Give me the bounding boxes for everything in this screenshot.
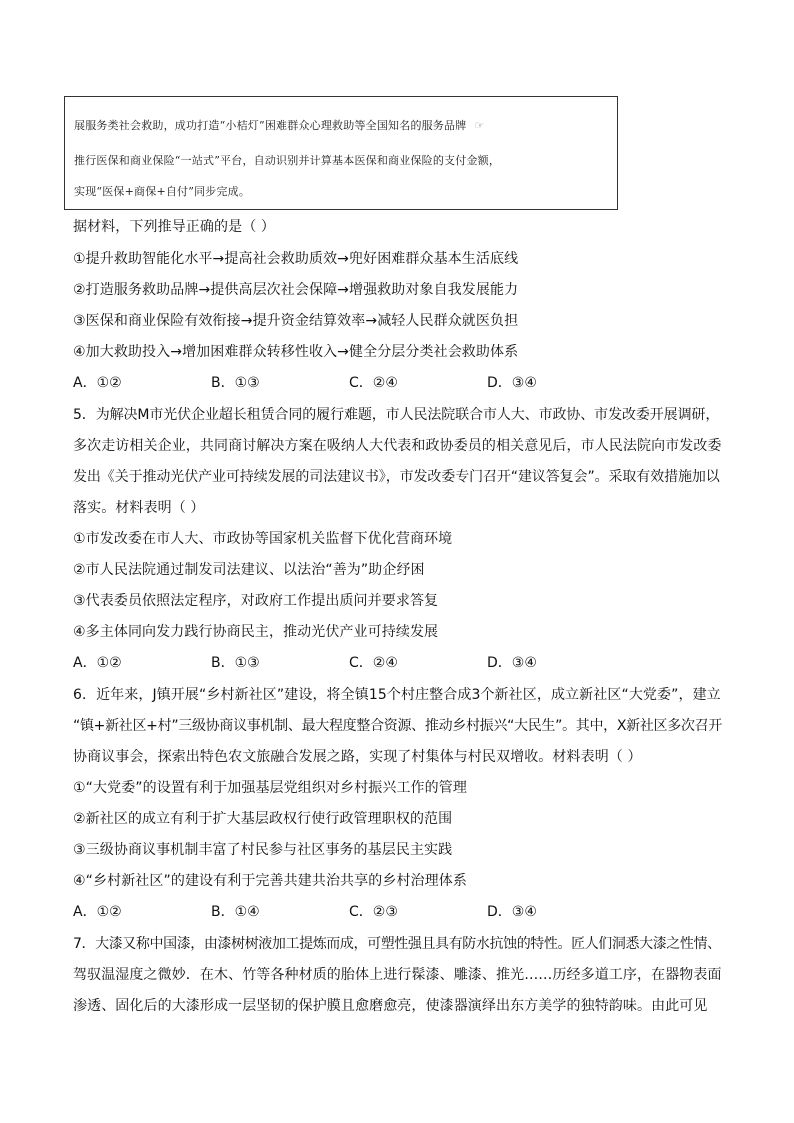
q5-stem-line-4: 落实。材料表明（ ） [73,500,205,516]
q4-item-4: ④加大救助投入→增加困难群众转移性收入→健全分层分类社会救助体系 [73,344,519,360]
q4-item-1: ①提升救助智能化水平→提高社会救助质效→兜好困难群众基本生活底线 [73,251,519,267]
q4-option-c[interactable]: C．②④ [349,375,398,391]
q7-stem-line-2: 驾驭温湿度之微妙．在木、竹等各种材质的胎体上进行髹漆、雕漆、推光……历经多道工序，在器物表面 [73,967,722,983]
material-line-1-text: 展服务类社会救助，成功打造“小桔灯”困难群众心理救助等全国知名的服务品牌 [74,119,467,132]
material-line-2: 推行医保和商业保险“一站式”平台，自动识别并计算基本医保和商业保险的支付金额， [74,154,501,167]
q4-option-d[interactable]: D．③④ [487,375,537,391]
q5-option-a[interactable]: A．①② [73,655,122,671]
q4-option-b[interactable]: B．①③ [211,375,260,391]
q5-option-c[interactable]: C．②④ [349,655,398,671]
q7-stem-line-3: 渗透、固化后的大漆形成一层坚韧的保护膜且愈磨愈亮，使漆器演绎出东方美学的独特韵味。由此可见 [73,998,708,1014]
q5-option-b[interactable]: B．①③ [211,655,260,671]
q6-item-4: ④“乡村新社区”的建设有利于完善共建共治共享的乡村治理体系 [73,873,467,889]
q5-item-1: ①市发改委在市人大、市政协等国家机关监督下优化营商环境 [73,531,453,547]
q6-item-3: ③三级协商议事机制丰富了村民参与社区事务的基层民主实践 [73,842,453,858]
q5-item-3: ③代表委员依照法定程序，对政府工作提出质问并要求答复 [73,593,439,609]
hand-pointer-icon: ☞ [474,119,485,132]
q5-item-2: ②市人民法院通过制发司法建议、以法治“善为”助企纾困 [73,562,425,578]
q6-option-c[interactable]: C．②③ [349,904,398,920]
q6-stem-line-3: 协商议事会，探索出特色农文旅融合发展之路，实现了村集体与村民双增收。材料表明（ ） [73,749,642,765]
q6-item-2: ②新社区的成立有利于扩大基层政权行使行政管理职权的范围 [73,811,453,827]
q4-stem: 据材料，下列推导正确的是（ ） [73,219,275,235]
q5-item-4: ④多主体同向发力践行协商民主，推动光伏产业可持续发展 [73,624,439,640]
q5-stem-line-3: 发出《关于推动光伏产业可持续发展的司法建议书》，市发改委专门召开“建议答复会”。采取有效措施加以 [73,469,720,485]
q6-option-a[interactable]: A．①② [73,904,122,920]
q6-option-b[interactable]: B．①④ [211,904,260,920]
q6-option-d[interactable]: D．③④ [487,904,537,920]
material-line-3: 实现“医保+商保+自付”同步完成。 [74,185,251,198]
q6-stem-line-2: “镇+新社区+村”三级协商议事机制、最大程度整合资源、推动乡村振兴“大民生”。其中，X新社区多次召开 [73,718,723,734]
q6-stem-line-1: 6．近年来，J镇开展“乡村新社区”建设，将全镇15个村庄整合成3个新社区，成立新社区“大党委”，建立 [73,687,721,703]
q4-item-3: ③医保和商业保险有效衔接→提升资金结算效率→减轻人民群众就医负担 [73,313,519,329]
q4-option-a[interactable]: A．①② [73,375,122,391]
q4-item-2: ②打造服务救助品牌→提供高层次社会保障→增强救助对象自我发展能力 [73,282,519,298]
q6-item-1: ①“大党委”的设置有利于加强基层党组织对乡村振兴工作的管理 [73,780,467,796]
material-box [64,96,618,210]
q7-stem-line-1: 7．大漆又称中国漆，由漆树树液加工提炼而成，可塑性强且具有防水抗蚀的特性。匠人们洞悉大漆之性情、 [73,936,721,952]
q5-stem-line-1: 5．为解决M市光伏企业超长租赁合同的履行难题，市人民法院联合市人大、市政协、市发改委开展调研， [73,407,720,423]
material-line-1 [74,117,485,133]
q5-option-d[interactable]: D．③④ [487,655,537,671]
q5-stem-line-2: 多次走访相关企业，共同商讨解决方案在吸纳人大代表和政协委员的相关意见后，市人民法院向市发改委 [73,438,722,454]
